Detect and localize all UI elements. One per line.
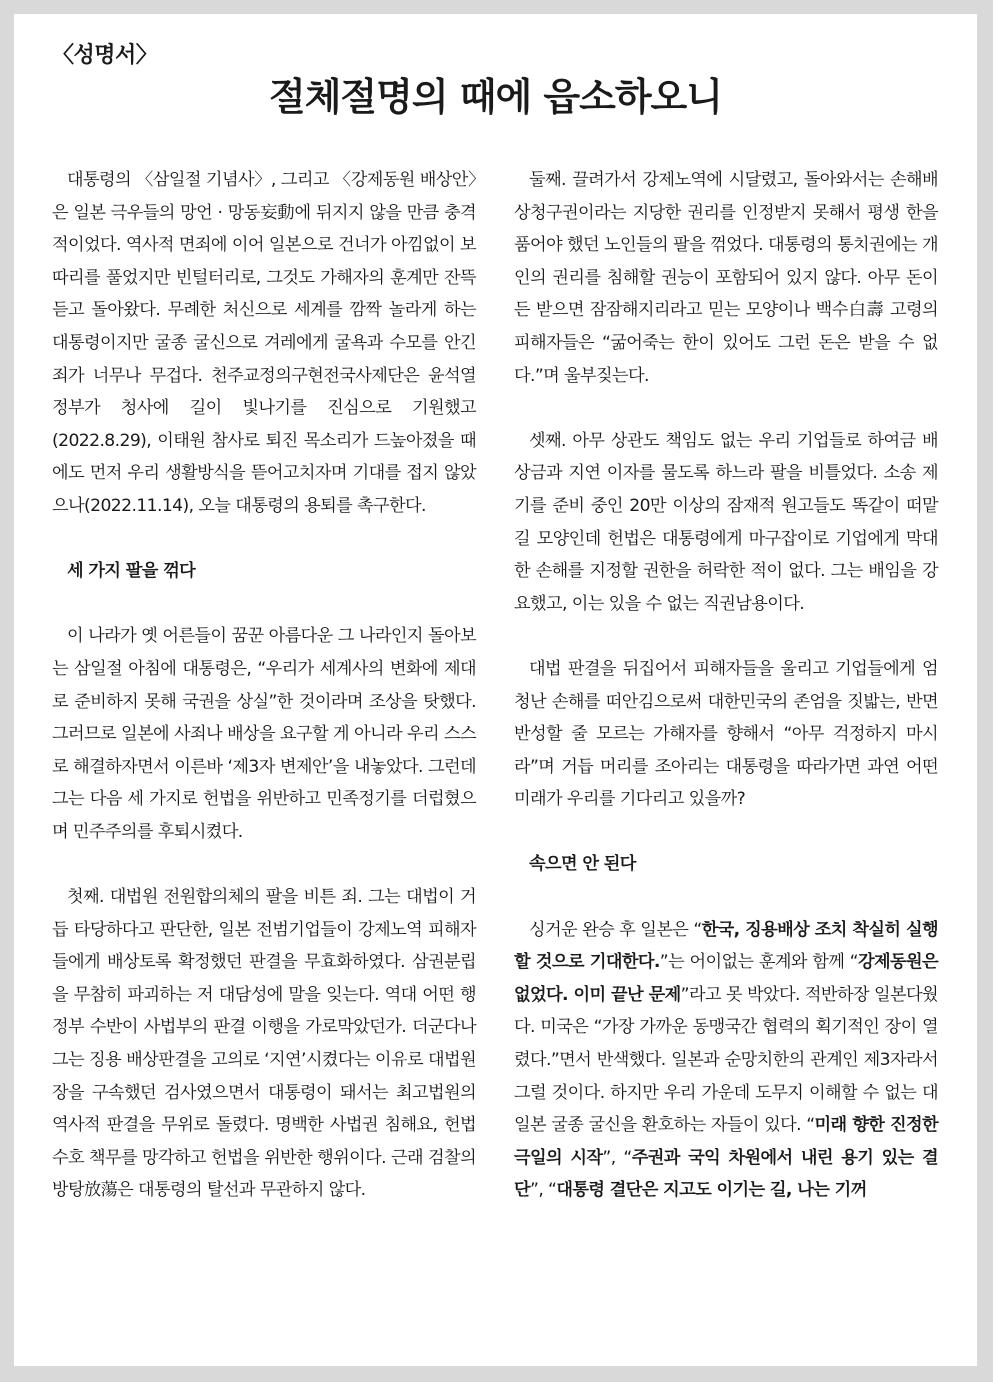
bold-quote: 대통령 결단은 지고도 이기는 길, 나는 기꺼 xyxy=(556,1180,867,1201)
paragraph-reversal: 대법 판결을 뒤집어서 피해자들을 울리고 기업들에게 엄청난 손해를 떠안김으로써 대한민국의 존엄을 짓밟는, 반면 반성할 줄 모르는 가해자를 향해서 “아무 걱정하지 마시라”며 거듭 머리를 조아리는 대통령을 따라가면 과연 어떤 미래가 우리를 기다리고 있을까? xyxy=(514,658,938,810)
bold-quote: 주권과 국익 차원에서 내린 용기 있는 결단 xyxy=(514,1147,938,1201)
page-title: 절체절명의 때에 읍소하오니 xyxy=(269,75,722,119)
text-run: 싱거운 완승 후 일본은 “ xyxy=(529,919,702,940)
paragraph-japan-reaction xyxy=(514,914,938,1207)
paragraph-intro: 대통령의 〈삼일절 기념사〉, 그리고 〈강제동원 배상안〉은 일본 극우들의 망언 · 망동妄動에 뒤지지 않을 만큼 충격적이었다. 역사적 면죄에 이어 일본으로 건너가 아낌없이 보따리를 풀었지만 빈털터리로, 그것도 가해자의 훈계만 잔뜩 듣고 돌아왔다. 무례한 처신으로 세계를 깜짝 놀라게 하는 대통령이지만 굴종 굴신으로 겨레에게 굴욕과 수모를 안긴 죄가 너무나 무겁다. 천주교정의구현전국사제단은 윤석열 정부가 청사에 길이 빛나기를 진심으로 기원했고(2022.8.29), 이태원 참사로 퇴진 목소리가 드높아졌을 때에도 먼저 우리 생활방식을 뜯어고치자며 기대를 접지 않았으나(2022.11.14), 오늘 대통령의 용퇴를 촉구한다. xyxy=(52,170,476,516)
paragraph-first: 첫째. 대법원 전원합의체의 팔을 비튼 죄. 그는 대법이 거듭 타당하다고 판단한, 일본 전범기업들이 강제노역 피해자들에게 배상토록 확정했던 판결을 무효화하였다. 삼권분립을 무참히 파괴하는 저 대담성에 말을 잊는다. 역대 어떤 행정부 수반이 사법부의 판결 이행을 가로막았던가. 더군다나 그는 징용 배상판결을 고의로 ‘지연’시켰다는 이유로 대법원장을 구속했던 검사였으면서 대통령이 돼서는 최고법원의 역사적 판결을 무위로 돌렸다. 명백한 사법권 침해요, 헌법 수호 책무를 망각하고 헌법을 위반한 행위이다. 근래 검찰의 방탕放蕩은 대통령의 탈선과 무관하지 않다. xyxy=(52,887,476,1201)
bold-quote: 강제동원은 없었다. 이미 끝난 문제 xyxy=(514,952,938,1005)
document-label: 〈성명서〉 xyxy=(52,43,158,68)
text-run: ”, “ xyxy=(530,1180,557,1201)
statement-page xyxy=(14,14,977,1366)
right-column xyxy=(514,164,938,1207)
paragraph-second: 둘째. 끌려가서 강제노역에 시달렸고, 돌아와서는 손해배상청구권이라는 지당한 권리를 인정받지 못해서 평생 한을 품어야 했던 노인들의 팔을 꺾었다. 대통령의 통치권에는 개인의 권리를 침해할 권능이 포함되어 있지 않다. 아무 돈이든 받으면 잠잠해지리라고 믿는 모양이나 백수白壽 고령의 피해자들은 “굶어죽는 한이 있어도 그런 돈은 받을 수 없다.”며 울부짖는다. xyxy=(514,170,938,386)
text-run: ”는 어이없는 훈계와 함께 “ xyxy=(659,952,858,973)
paragraph-third: 셋째. 아무 상관도 책임도 없는 우리 기업들로 하여금 배상금과 지연 이자를 물도록 하느라 팔을 비틀었다. 소송 제기를 준비 중인 20만 이상의 잠재적 원고들도 똑같이 떠맡길 모양인데 헌법은 대통령에게 마구잡이로 기업에게 막대한 손해를 지정할 권한을 허락한 적이 없다. 그는 배임을 강요했고, 이는 있을 수 없는 직권남용이다. xyxy=(514,430,938,614)
bold-quote: 미래 향한 진정한 극일의 시작 xyxy=(514,1115,938,1168)
paragraph-samiljeol: 이 나라가 옛 어른들이 꿈꾼 아름다운 그 나라인지 돌아보는 삼일절 아침에 대통령은, “우리가 세계사의 변화에 제대로 준비하지 못해 국권을 상실”한 것이라며 조상을 탓했다. 그러므로 일본에 사죄나 배상을 요구할 게 아니라 우리 스스로 해결하자면서 이른바 ‘제3자 변제안’을 내놓았다. 그런데 그는 다음 세 가지로 헌법을 위반하고 민족정기를 더럽혔으며 민주주의를 후퇴시켰다. xyxy=(52,626,476,842)
bold-quote: 한국, 징용배상 조치 착실히 실행할 것으로 기대한다. xyxy=(514,919,938,973)
subheading-do-not-be-deceived: 속으면 안 된다 xyxy=(529,854,636,875)
subheading-three-arms: 세 가지 팔을 꺾다 xyxy=(67,561,196,582)
text-run: ”라고 못 박았다. 적반하장 일본다웠다. 미국은 “가장 가까운 동맹국간 협력의 획기적인 장이 열렸다.”면서 반색했다. 일본과 순망치한의 관계인 제3자라서 그럴 것이다. 하지만 우리 가운데 도무지 이해할 수 없는 대일본 굴종 굴신을 환호하는 자들이 있다. “ xyxy=(514,984,938,1136)
left-column xyxy=(52,164,476,1207)
text-run: ”, “ xyxy=(602,1147,632,1168)
